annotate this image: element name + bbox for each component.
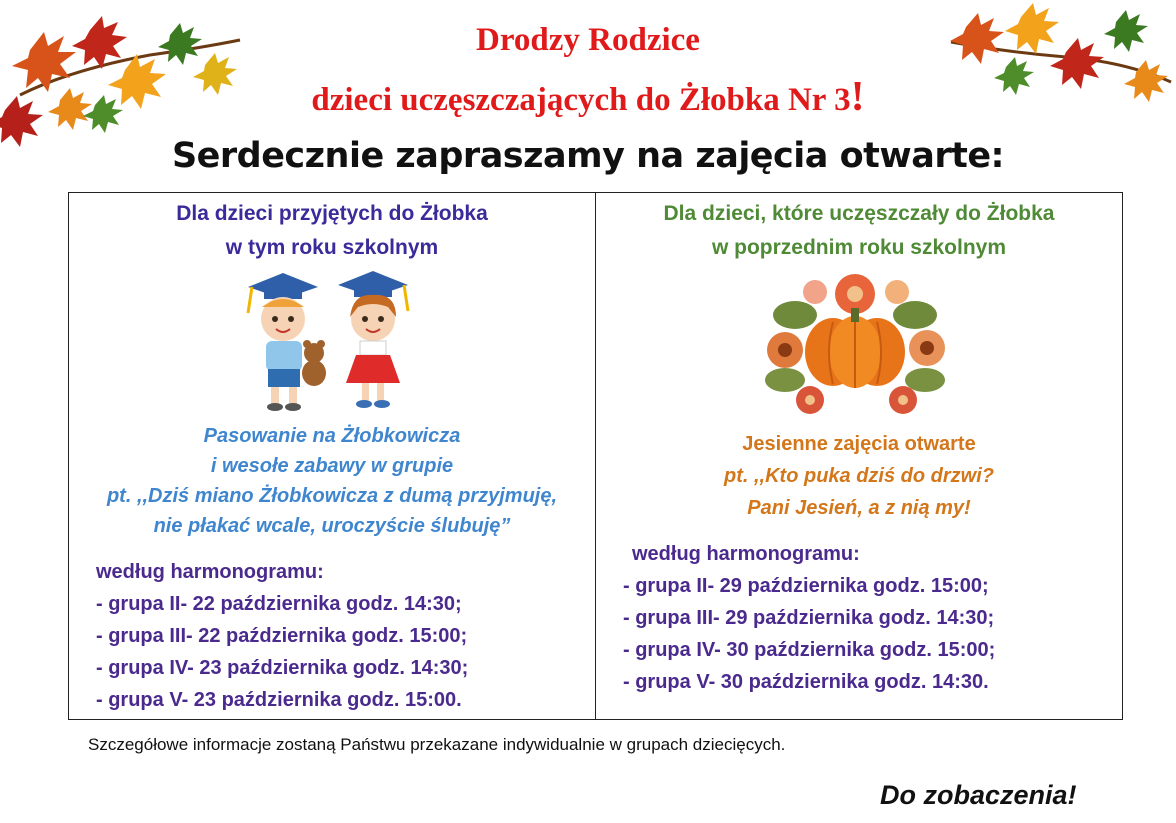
- left-heading-line-2: w tym roku szkolnym: [225, 236, 439, 259]
- right-column-heading: [596, 197, 1122, 265]
- left-column-heading: [69, 197, 595, 265]
- right-schedule-item: - grupa III- 29 października godz. 14:30;: [623, 607, 995, 629]
- left-description-line-4: nie płakać wcale, uroczyście ślubuję”: [153, 515, 511, 537]
- left-schedule-item: - grupa III- 22 października godz. 15:00;: [96, 625, 468, 647]
- right-schedule-item: - grupa IV- 30 października godz. 15:00;: [623, 639, 996, 661]
- title-line-2: [0, 73, 1176, 121]
- right-heading-line-1: Dla dzieci, które uczęszczały do Żłobka: [663, 202, 1055, 225]
- left-schedule-item: - grupa V- 23 października godz. 15:00.: [96, 689, 462, 711]
- left-heading-line-1: Dla dzieci przyjętych do Żłobka: [176, 202, 488, 225]
- title-line-2-text: dzieci uczęszczających do Żłobka Nr 3: [311, 82, 851, 118]
- right-schedule-label: według harmonogramu:: [632, 543, 860, 565]
- right-heading-line-2: w poprzednim roku szkolnym: [711, 236, 1007, 259]
- left-description-line-1: Pasowanie na Żłobkowicza: [203, 425, 461, 447]
- left-schedule-label: według harmonogramu:: [96, 561, 324, 583]
- title-exclamation: !: [850, 74, 865, 120]
- title-line-1: Drodzy Rodzice: [476, 22, 700, 58]
- left-schedule-item: - grupa II- 22 października godz. 14:30;: [96, 593, 462, 615]
- footer-note: Szczegółowe informacje zostaną Państwu przekazane indywidualnie w grupach dziecięcych.: [88, 735, 786, 754]
- right-description-title: Jesienne zajęcia otwarte: [742, 433, 976, 455]
- left-description-line-3: pt. ,,Dziś miano Żłobkowicza z dumą przyjmuję,: [106, 485, 558, 507]
- left-description-line-2: i wesołe zabawy w grupie: [210, 455, 454, 477]
- right-schedule-item: - grupa II- 29 października godz. 15:00;: [623, 575, 989, 597]
- pumpkin-bouquet-icon: [755, 270, 955, 420]
- right-schedule-item: - grupa V- 30 października godz. 14:30.: [623, 671, 989, 693]
- goodbye-text: Do zobaczenia!: [880, 780, 1077, 810]
- graduating-children-icon: [238, 265, 413, 413]
- right-schedule: [623, 538, 995, 698]
- left-description: [69, 421, 595, 541]
- headline: Serdecznie zapraszamy na zajęcia otwarte:: [171, 136, 1005, 176]
- right-description: [596, 428, 1122, 524]
- left-schedule: [96, 556, 468, 716]
- right-description-line-1: pt. ,,Kto puka dziś do drzwi?: [724, 465, 994, 487]
- left-schedule-item: - grupa IV- 23 października godz. 14:30;: [96, 657, 469, 679]
- right-description-line-2: Pani Jesień, a z nią my!: [747, 497, 971, 519]
